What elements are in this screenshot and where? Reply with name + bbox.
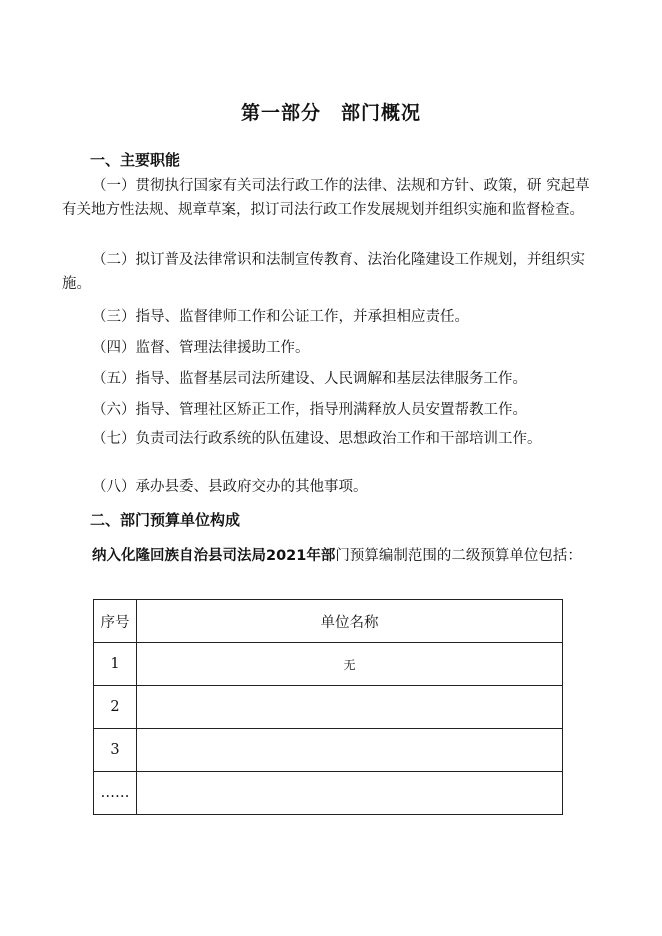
function-item: （二）拟订普及法律常识和法制宣传教育、法治化隆建设工作规划，并组织实施。	[62, 252, 585, 292]
budget-units-table	[93, 599, 563, 815]
header-cell-name: 单位名称	[137, 600, 563, 643]
scope-bold-text: 纳入化隆回族自治县司法局2021年部	[92, 548, 336, 564]
cell-no: 2	[94, 686, 137, 729]
cell-no: 3	[94, 729, 137, 772]
cell-name	[137, 772, 563, 815]
cell-name	[137, 686, 563, 729]
table-row	[94, 686, 563, 729]
function-item: （八）承办县委、县政府交办的其他事项。	[92, 479, 368, 495]
page-title: 第一部分 部门概况	[240, 102, 421, 124]
header-cell-no: 序号	[94, 600, 137, 643]
table-row	[94, 643, 563, 686]
function-item: （一）贯彻执行国家有关司法行政工作的法律、法规和方针、政策，研 究起草有关地方性法规、规章草案，拟订司法行政工作发展规划并组织实施和监督检查。	[62, 178, 590, 218]
table-row	[94, 772, 563, 815]
section-heading-functions: 一、主要职能	[90, 151, 181, 169]
cell-name: 无	[137, 643, 563, 686]
function-item: （三）指导、监督律师工作和公证工作，并承担相应责任。	[92, 309, 469, 325]
table-header-row	[94, 600, 563, 643]
budget-scope-paragraph	[62, 544, 607, 568]
section-heading-units: 二、部门预算单位构成	[90, 511, 241, 529]
function-item: （五）指导、监督基层司法所建设、人民调解和基层法律服务工作。	[92, 371, 527, 387]
function-item: （六）指导、管理社区矫正工作，指导刑满释放人员安置帮教工作。	[92, 402, 527, 418]
function-item: （四）监督、管理法律援助工作。	[92, 340, 310, 356]
cell-no: ……	[94, 772, 137, 815]
cell-name	[137, 729, 563, 772]
function-item: （七）负责司法行政系统的队伍建设、思想政治工作和干部培训工作。	[92, 431, 542, 447]
cell-no: 1	[94, 643, 137, 686]
scope-text: 门预算编制范围的二级预算单位包括：	[335, 548, 582, 564]
table-row	[94, 729, 563, 772]
